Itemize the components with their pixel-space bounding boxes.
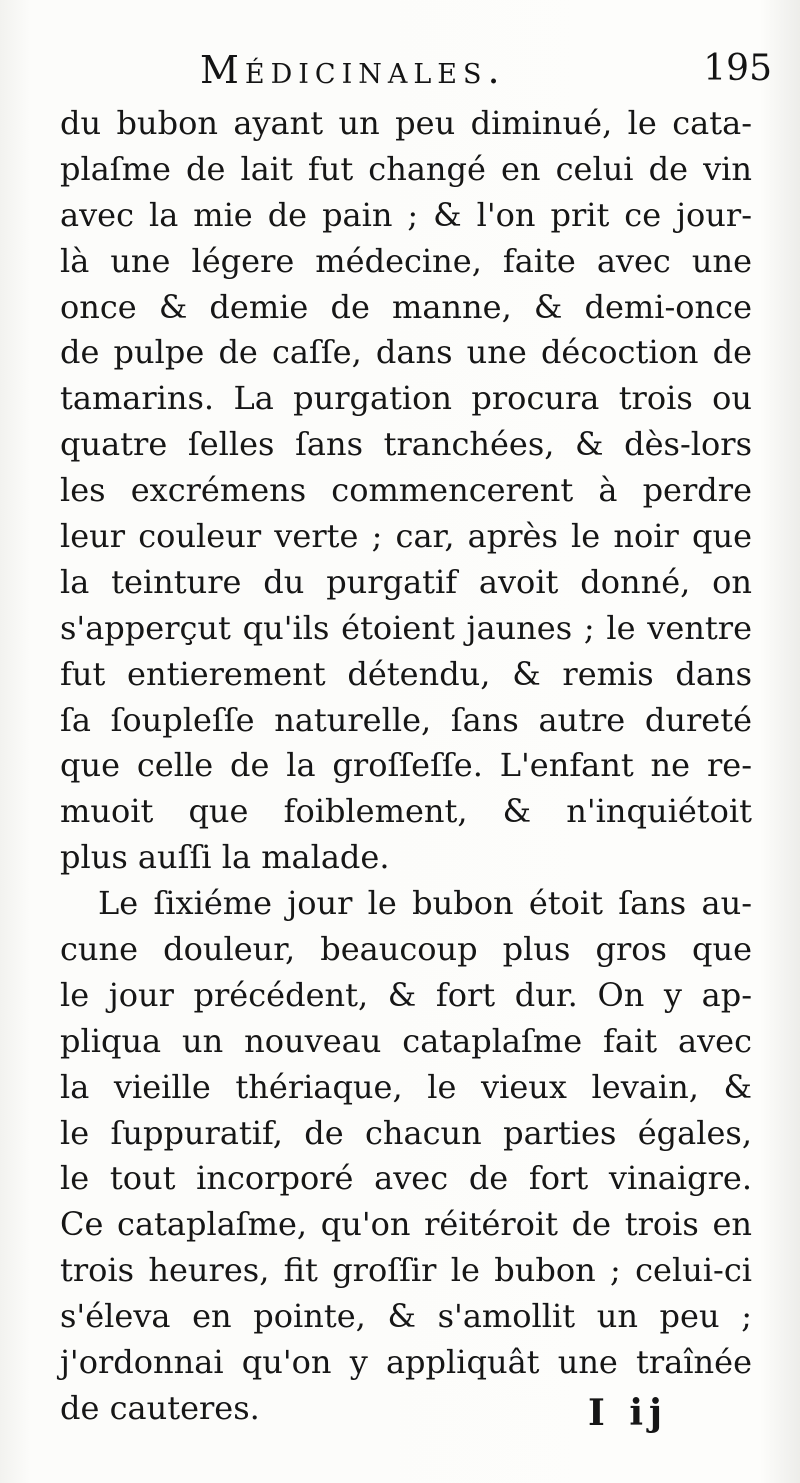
text-line: trois heures, fit groſſir le bubon ; celui-ci: [60, 1251, 752, 1290]
text-line: la vieille thériaque, le vieux levain, &: [60, 1067, 752, 1106]
text-line: de cauteres.: [60, 1388, 260, 1427]
text-line: du bubon ayant un peu diminué, le cata-: [60, 104, 752, 142]
text-line: le jour précédent, & fort dur. On y ap-: [60, 975, 752, 1014]
text-line: avec la mie de pain ; & l'on prit ce jour-: [60, 195, 752, 234]
page-number: 195: [703, 48, 772, 89]
text-line: Le ſixiéme jour le bubon étoit ſans au-: [98, 884, 752, 923]
text-line: que celle de la groſſeſſe. L'enfant ne re-: [60, 746, 752, 785]
text-line: j'ordonnai qu'on y appliquât une traînée: [60, 1343, 752, 1382]
text-line: cune douleur, beaucoup plus gros que: [60, 930, 752, 969]
text-line: leur couleur verte ; car, après le noir que: [60, 517, 752, 556]
page-header: [60, 48, 772, 100]
text-line: les excrémens commencerent à perdre: [60, 471, 752, 510]
text-line: le ſuppuratif, de chacun parties égales,: [60, 1113, 752, 1152]
text-line: de pulpe de caſſe, dans une décoction de: [60, 333, 752, 372]
text-line: plus auſſi la malade.: [60, 838, 390, 877]
text-line: muoit que foiblement, & n'inquiétoit: [60, 792, 752, 831]
text-line: fut entierement détendu, & remis dans: [60, 654, 752, 693]
text-line: quatre ſelles ſans tranchées, & dès-lors: [60, 425, 752, 464]
text-line: tamarins. La purgation procura trois ou: [60, 379, 752, 418]
text-line: ſa ſoupleſſe naturelle, ſans autre dureté: [60, 700, 752, 739]
text-line: pliqua un nouveau cataplaſme fait avec: [60, 1021, 752, 1060]
text-line: Ce cataplaſme, qu'on réitéroit de trois en: [60, 1205, 752, 1244]
body-text: [60, 101, 752, 1432]
running-title: Médicinales.: [200, 48, 506, 92]
paragraph-2: [60, 881, 752, 1432]
text-line: plaſme de lait fut changé en celui de vin: [60, 149, 752, 188]
text-line: s'éleva en pointe, & s'amollit un peu ;: [60, 1297, 752, 1336]
text-line: là une légere médecine, faite avec une: [60, 241, 752, 280]
text-line: once & demie de manne, & demi-once: [60, 287, 752, 326]
paragraph-1: [60, 101, 752, 881]
text-line: s'apperçut qu'ils étoient jaunes ; le ventre: [60, 608, 752, 647]
signature-mark: I ij: [588, 1392, 669, 1434]
text-line: la teinture du purgatif avoit donné, on: [60, 562, 752, 601]
text-line: le tout incorporé avec de fort vinaigre.: [60, 1159, 752, 1198]
